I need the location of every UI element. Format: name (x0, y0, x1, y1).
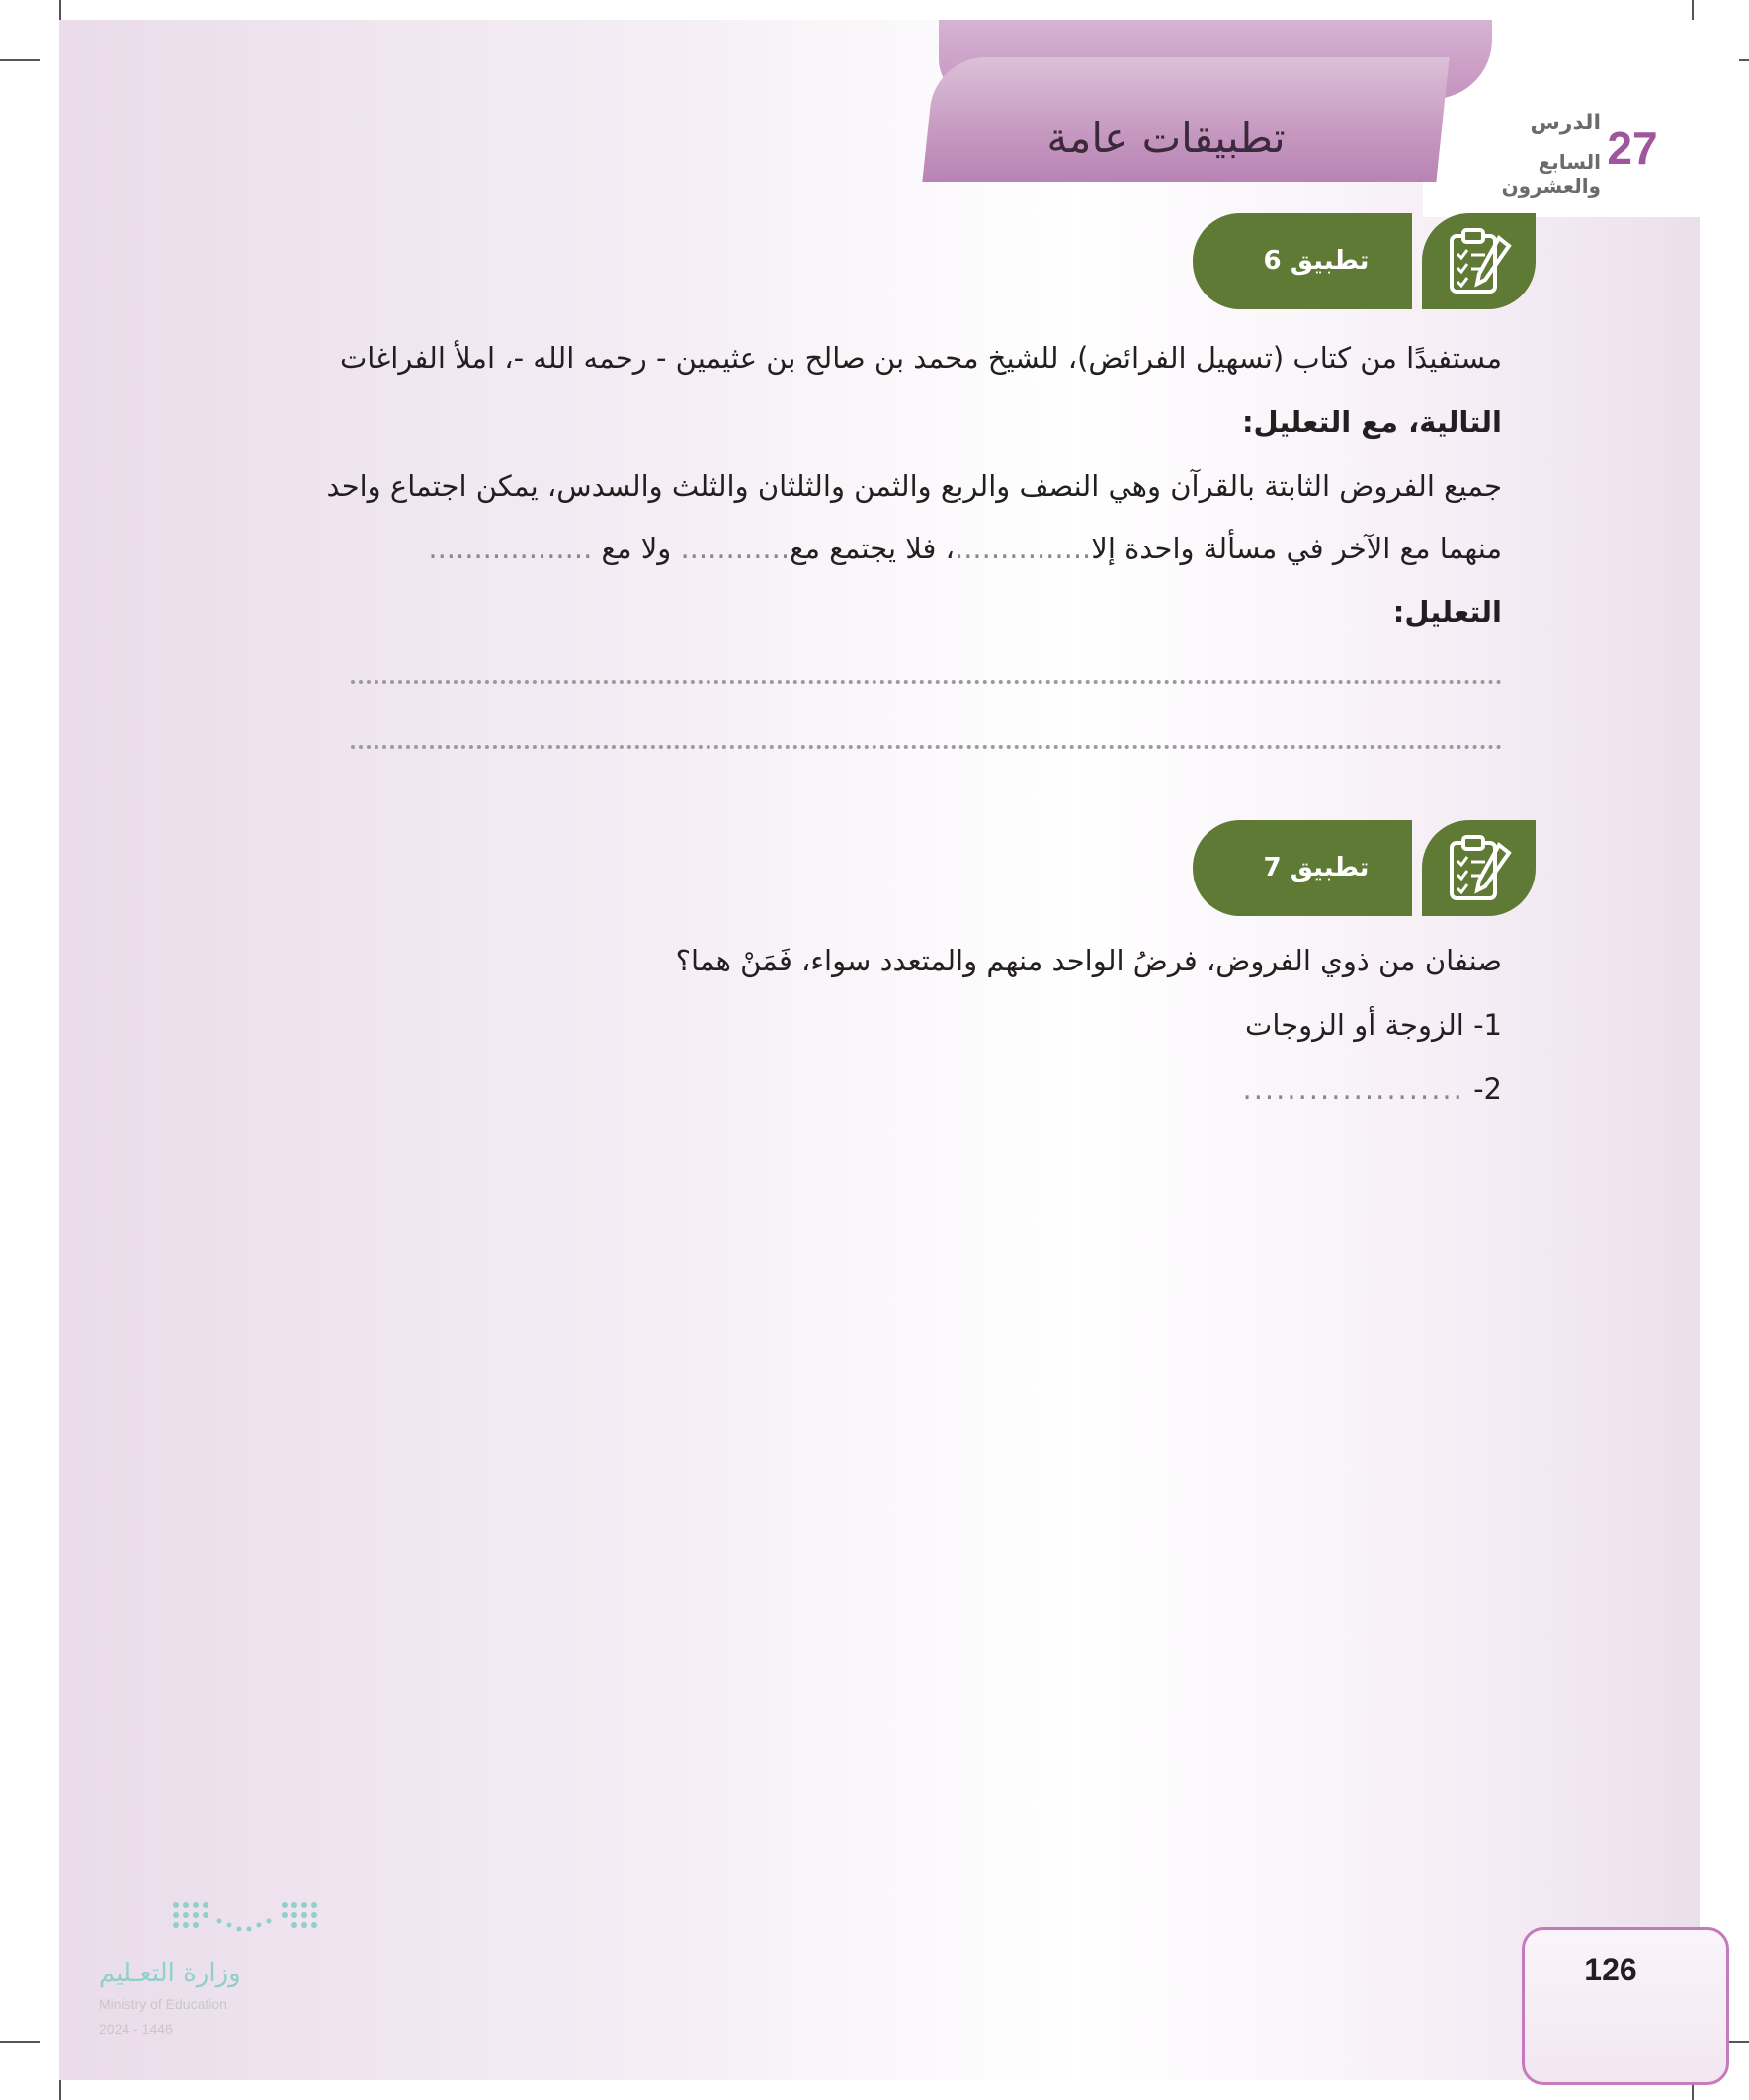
crop-mark (0, 59, 40, 61)
app6-line-4 (428, 532, 1502, 565)
blank-3[interactable]: .................. (428, 532, 593, 565)
ministry-name-ar: وزارة التعـليم (99, 1959, 241, 1988)
crop-mark (0, 2041, 40, 2043)
reason-label: التعليل: (1392, 595, 1502, 629)
app6-line-3: جميع الفروض الثابتة بالقرآن وهي النصف والربع والثمن والثلثان والثلث والسدس، يمكن اجتماع واحد (326, 469, 1502, 503)
blank-1[interactable]: ............... (955, 532, 1092, 565)
badge-label: تطبيق 7 (1263, 853, 1370, 882)
blank-answer-2[interactable]: .................... (1242, 1072, 1464, 1106)
line4-part1: منهما مع الآخر في مسألة واحدة إلا (1091, 532, 1502, 565)
answer-2-prefix: 2- (1473, 1072, 1502, 1106)
line4-part2: ، فلا يجتمع مع (790, 532, 955, 565)
answer-line[interactable] (351, 745, 1502, 749)
page-title: تطبيقات عامة (1046, 114, 1286, 162)
application-6-badge (1193, 213, 1536, 309)
clipboard-checklist-icon (1422, 213, 1536, 309)
app7-answer-1: 1- الزوجة أو الزوجات (1245, 1008, 1502, 1042)
badge-label: تطبيق 6 (1263, 246, 1370, 276)
answer-line[interactable] (351, 680, 1502, 684)
app7-question: صنفان من ذوي الفروض، فرضُ الواحد منهم والمتعدد سواء، فَمَنْ هما؟ (675, 944, 1502, 977)
ministry-logo-icon (168, 1895, 326, 1951)
clipboard-checklist-icon (1422, 820, 1536, 916)
ministry-name-en: Ministry of Education (99, 1996, 227, 2012)
app7-answer-2 (1242, 1072, 1502, 1106)
lesson-label: الدرس (1530, 111, 1601, 135)
line4-part3: ولا مع (601, 532, 672, 565)
page-number-frame (1522, 1927, 1729, 2085)
ministry-year: 2024 - 1446 (99, 2021, 173, 2037)
lesson-number: 27 (1607, 123, 1658, 174)
page-background (59, 20, 1700, 2080)
application-7-badge (1193, 820, 1536, 916)
app6-line-1: مستفيدًا من كتاب (تسهيل الفرائض)، للشيخ محمد بن صالح بن عثيمين - رحمه الله -، املأ الفراغات (339, 341, 1502, 375)
blank-2[interactable]: ............ (680, 532, 791, 565)
app6-line-2: التالية، مع التعليل: (1241, 405, 1502, 439)
page-number: 126 (1584, 1952, 1637, 1987)
lesson-name: السابع والعشرون (1501, 150, 1601, 198)
